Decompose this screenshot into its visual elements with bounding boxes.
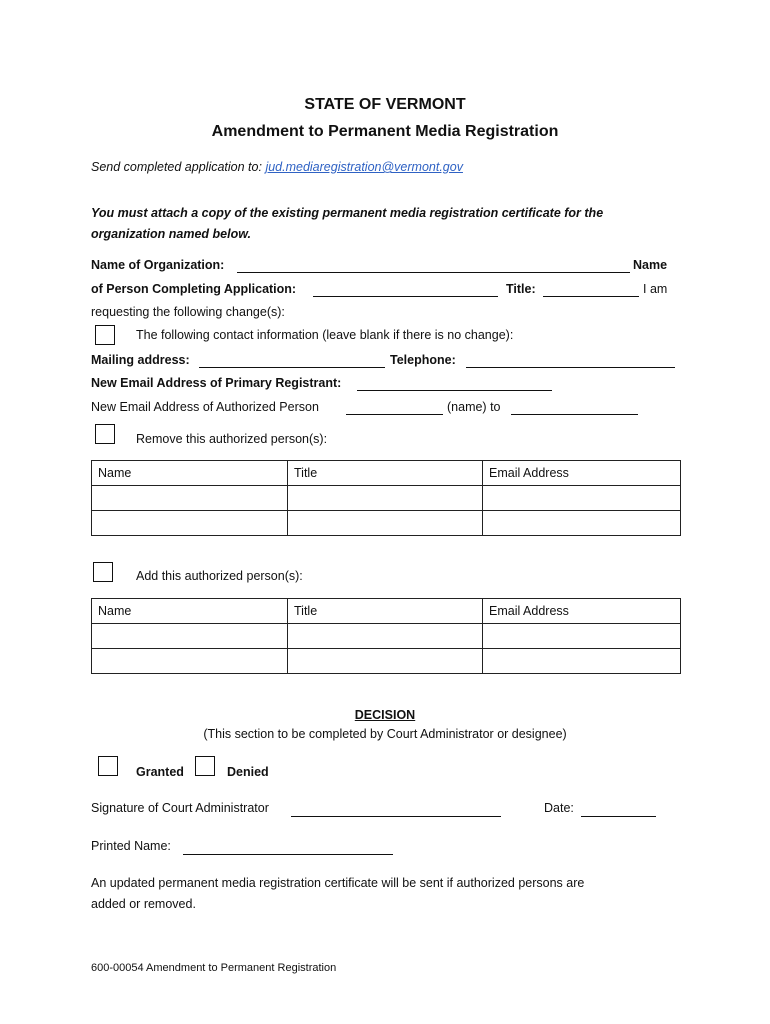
column-header-name: Name bbox=[92, 461, 288, 486]
date-field[interactable] bbox=[581, 816, 656, 817]
person-name-field[interactable] bbox=[313, 296, 498, 297]
authorized-person-name-field[interactable] bbox=[346, 414, 443, 415]
table-row bbox=[92, 624, 681, 649]
email-cell[interactable] bbox=[483, 511, 681, 536]
name-to-text: (name) to bbox=[447, 400, 501, 414]
new-email-auth-label: New Email Address of Authorized Person bbox=[91, 400, 319, 414]
org-name-label: Name of Organization: bbox=[91, 258, 225, 272]
title-cell[interactable] bbox=[288, 624, 483, 649]
send-prefix: Send completed application to: bbox=[91, 160, 262, 174]
person-label: of Person Completing Application: bbox=[91, 282, 297, 296]
mailing-address-field[interactable] bbox=[199, 367, 385, 368]
add-person-label: Add this authorized person(s): bbox=[136, 569, 303, 583]
table-row bbox=[92, 649, 681, 674]
table-row bbox=[92, 486, 681, 511]
name-word: Name bbox=[633, 258, 668, 272]
new-email-primary-field[interactable] bbox=[357, 390, 552, 391]
granted-checkbox[interactable] bbox=[98, 756, 118, 776]
remove-person-label: Remove this authorized person(s): bbox=[136, 432, 328, 446]
column-header-email: Email Address bbox=[483, 461, 681, 486]
submission-email-link[interactable]: jud.mediaregistration@vermont.gov bbox=[265, 160, 463, 174]
certificate-note-line-2: added or removed. bbox=[91, 897, 196, 911]
denied-checkbox[interactable] bbox=[195, 756, 215, 776]
table-header-row bbox=[92, 599, 681, 624]
footer-form-id: 600-00054 Amendment to Permanent Registration bbox=[91, 962, 337, 974]
attach-notice-line-1: You must attach a copy of the existing permanent media registration certificate for the bbox=[91, 206, 604, 220]
column-header-title: Title bbox=[288, 599, 483, 624]
title-label: Title: bbox=[506, 282, 536, 296]
printed-name-field[interactable] bbox=[183, 854, 393, 855]
email-cell[interactable] bbox=[483, 624, 681, 649]
denied-label: Denied bbox=[227, 765, 269, 779]
state-heading: STATE OF VERMONT bbox=[304, 96, 466, 113]
name-cell[interactable] bbox=[92, 649, 288, 674]
granted-label: Granted bbox=[136, 765, 184, 779]
column-header-name: Name bbox=[92, 599, 288, 624]
org-name-field[interactable] bbox=[237, 272, 630, 273]
attach-notice-line-2: organization named below. bbox=[91, 227, 251, 241]
i-am-text: I am bbox=[643, 282, 668, 296]
telephone-label: Telephone: bbox=[390, 353, 456, 367]
email-cell[interactable] bbox=[483, 649, 681, 674]
table-header-row bbox=[92, 461, 681, 486]
form-title: Amendment to Permanent Media Registration bbox=[211, 123, 559, 140]
decision-heading: DECISION bbox=[354, 708, 416, 722]
name-cell[interactable] bbox=[92, 624, 288, 649]
signature-label: Signature of Court Administrator bbox=[91, 801, 269, 815]
requesting-text: requesting the following change(s): bbox=[91, 305, 285, 319]
title-cell[interactable] bbox=[288, 649, 483, 674]
send-instruction bbox=[91, 160, 463, 174]
new-email-primary-label: New Email Address of Primary Registrant: bbox=[91, 376, 342, 390]
certificate-note-line-1: An updated permanent media registration certificate will be sent if authorized persons are bbox=[91, 876, 585, 890]
printed-name-label: Printed Name: bbox=[91, 839, 171, 853]
table-row bbox=[92, 511, 681, 536]
remove-person-checkbox[interactable] bbox=[95, 424, 115, 444]
decision-subheading: (This section to be completed by Court Administrator or designee) bbox=[203, 727, 567, 741]
telephone-field[interactable] bbox=[466, 367, 675, 368]
date-label: Date: bbox=[544, 801, 574, 815]
mailing-address-label: Mailing address: bbox=[91, 353, 190, 367]
contact-change-checkbox[interactable] bbox=[95, 325, 115, 345]
email-cell[interactable] bbox=[483, 486, 681, 511]
title-cell[interactable] bbox=[288, 486, 483, 511]
name-cell[interactable] bbox=[92, 511, 288, 536]
title-field[interactable] bbox=[543, 296, 639, 297]
signature-field[interactable] bbox=[291, 816, 501, 817]
remove-persons-table bbox=[91, 460, 681, 536]
column-header-title: Title bbox=[288, 461, 483, 486]
title-cell[interactable] bbox=[288, 511, 483, 536]
add-person-checkbox[interactable] bbox=[93, 562, 113, 582]
authorized-person-email-field[interactable] bbox=[511, 414, 638, 415]
column-header-email: Email Address bbox=[483, 599, 681, 624]
add-persons-table bbox=[91, 598, 681, 674]
contact-change-label: The following contact information (leave blank if there is no change): bbox=[136, 328, 514, 342]
name-cell[interactable] bbox=[92, 486, 288, 511]
